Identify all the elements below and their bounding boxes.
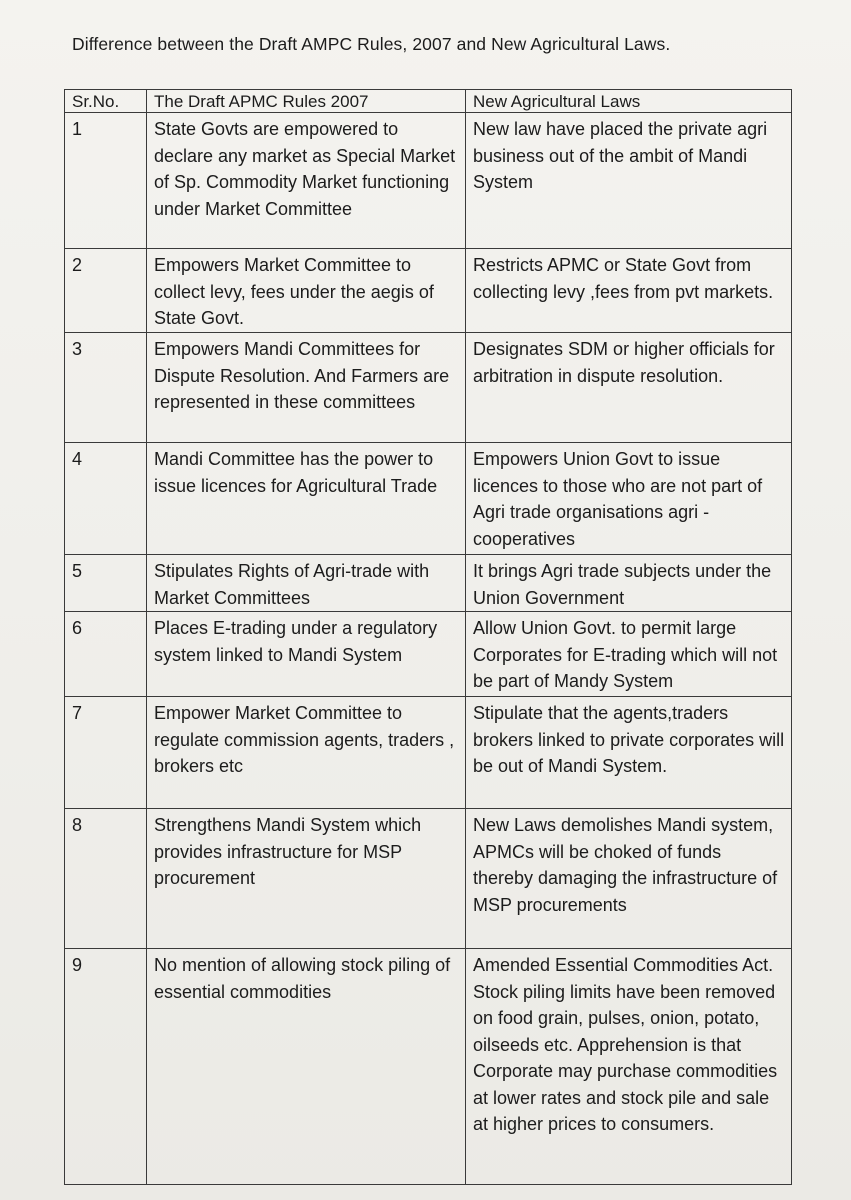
cell-new-law: Amended Essential Commodities Act. Stock piling limits have been removed on food grain, pulses, onion, potato, oilseeds etc. Apprehension is that Corporate may purchase commodities at lower rates and stock pile and sale at higher prices to consumers. — [466, 949, 792, 1185]
table-row — [65, 697, 792, 809]
comparison-table — [64, 89, 792, 1185]
cell-new-law: It brings Agri trade subjects under the Union Government — [466, 555, 792, 612]
cell-sr-no: 8 — [65, 809, 147, 949]
cell-sr-no: 5 — [65, 555, 147, 612]
cell-sr-no: 1 — [65, 113, 147, 249]
table-row — [65, 249, 792, 333]
cell-new-law: Restricts APMC or State Govt from collecting levy ,fees from pvt markets. — [466, 249, 792, 333]
table-row — [65, 555, 792, 612]
cell-new-law: Allow Union Govt. to permit large Corporates for E-trading which will not be part of Mandy System — [466, 612, 792, 697]
cell-sr-no: 7 — [65, 697, 147, 809]
cell-draft-rule: Empowers Market Committee to collect levy, fees under the aegis of State Govt. — [147, 249, 466, 333]
header-new-laws: New Agricultural Laws — [466, 90, 792, 113]
cell-sr-no: 6 — [65, 612, 147, 697]
table-row — [65, 443, 792, 555]
cell-new-law: Stipulate that the agents,traders brokers linked to private corporates will be out of Mandi System. — [466, 697, 792, 809]
table-row — [65, 809, 792, 949]
cell-new-law: Designates SDM or higher officials for arbitration in dispute resolution. — [466, 333, 792, 443]
cell-sr-no: 3 — [65, 333, 147, 443]
cell-draft-rule: State Govts are empowered to declare any market as Special Market of Sp. Commodity Market functioning under Market Committee — [147, 113, 466, 249]
header-draft-rules: The Draft APMC Rules 2007 — [147, 90, 466, 113]
table-row — [65, 333, 792, 443]
table-header-row — [65, 90, 792, 113]
cell-draft-rule: No mention of allowing stock piling of essential commodities — [147, 949, 466, 1185]
table-row — [65, 612, 792, 697]
table-row — [65, 113, 792, 249]
cell-new-law: Empowers Union Govt to issue licences to those who are not part of Agri trade organisations agri -cooperatives — [466, 443, 792, 555]
cell-draft-rule: Mandi Committee has the power to issue licences for Agricultural Trade — [147, 443, 466, 555]
document-title: Difference between the Draft AMPC Rules, 2007 and New Agricultural Laws. — [72, 34, 671, 54]
cell-sr-no: 9 — [65, 949, 147, 1185]
cell-new-law: New law have placed the private agri business out of the ambit of Mandi System — [466, 113, 792, 249]
cell-draft-rule: Empowers Mandi Committees for Dispute Resolution. And Farmers are represented in these committees — [147, 333, 466, 443]
cell-new-law: New Laws demolishes Mandi system, APMCs will be choked of funds thereby damaging the infrastructure of MSP procurements — [466, 809, 792, 949]
cell-sr-no: 2 — [65, 249, 147, 333]
table-row — [65, 949, 792, 1185]
header-sr-no: Sr.No. — [65, 90, 147, 113]
cell-draft-rule: Strengthens Mandi System which provides infrastructure for MSP procurement — [147, 809, 466, 949]
cell-draft-rule: Places E-trading under a regulatory system linked to Mandi System — [147, 612, 466, 697]
cell-sr-no: 4 — [65, 443, 147, 555]
cell-draft-rule: Empower Market Committee to regulate commission agents, traders , brokers etc — [147, 697, 466, 809]
cell-draft-rule: Stipulates Rights of Agri-trade with Market Committees — [147, 555, 466, 612]
